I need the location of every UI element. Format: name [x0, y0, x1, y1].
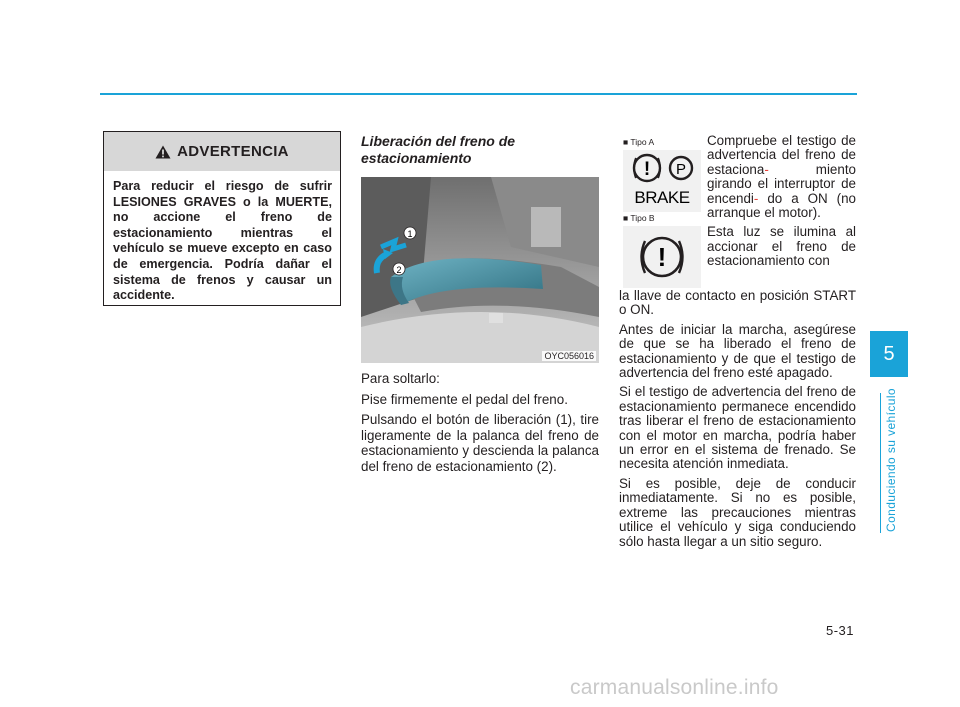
paragraph: Esta luz se ilumina al accionar el freno de estacionamiento con	[707, 224, 856, 269]
parking-brake-illustration	[361, 177, 599, 363]
callout-1: 1	[407, 229, 413, 239]
brake-warning-icon	[623, 226, 701, 288]
photo-code: OYC056016	[544, 351, 594, 361]
watermark: carmanualsonline.info	[570, 676, 779, 699]
parking-brake-photo	[361, 177, 599, 363]
paragraph: Para soltarlo:	[361, 371, 440, 386]
text-run: Compruebe el testigo de advertencia del freno de estaciona	[707, 133, 856, 177]
warning-triangle-icon	[155, 145, 171, 159]
release-instructions	[361, 371, 599, 480]
brake-warning-lamp-type-b	[623, 226, 701, 288]
chapter-tab: 5	[870, 331, 908, 377]
brake-info-text	[619, 289, 856, 554]
brake-check-text	[707, 134, 856, 274]
p-glyph: P	[675, 161, 687, 178]
paragraph	[707, 134, 856, 220]
section-title: Liberación del freno de estacionamiento	[361, 133, 516, 166]
paragraph: Pise firmemente el pedal del freno.	[361, 391, 568, 407]
paragraph: la llave de contacto en posición START o ON.	[619, 288, 856, 318]
paragraph: Antes de iniciar la marcha, asegúrese de que se ha liberado el freno de estacionamiento y de que el testigo de advertencia del freno esté apagado.	[619, 321, 856, 381]
warning-title: ADVERTENCIA	[177, 143, 289, 160]
soft-hyphen: -	[753, 190, 759, 206]
tab-line	[880, 393, 881, 533]
callout-2: 2	[396, 265, 402, 275]
paragraph: Si es posible, deje de conducir inmediatamente. Si no es posible, extreme las precauciones mientras utilice el vehículo y siga conduciendo sólo hasta llegar a un sitio seguro.	[619, 475, 856, 549]
exclamation-glyph: !	[643, 159, 651, 180]
exclamation-glyph: !	[657, 242, 667, 272]
brake-p-icon	[623, 150, 701, 212]
text-run: do a ON (no arranque el motor).	[707, 190, 856, 221]
page-number: 5-31	[826, 623, 855, 638]
paragraph: Pulsando el botón de liberación (1), tire ligeramente de la palanca del freno de estacionamiento y descienda la palanca del freno de estacionamiento (2).	[361, 412, 599, 474]
chapter-label: Conduciendo su vehículo	[884, 388, 898, 532]
warning-header	[104, 132, 340, 171]
top-rule	[100, 93, 857, 95]
brake-warning-lamp-type-a	[623, 150, 701, 212]
text-run: miento girando el interruptor de encendi	[707, 161, 856, 206]
warning-box	[103, 131, 341, 306]
tipo-b-label: ■ Tipo B	[623, 213, 655, 223]
tipo-a-label: ■ Tipo A	[623, 137, 655, 147]
warning-body: Para reducir el riesgo de sufrir LESIONES GRAVES o la MUERTE, no accione el freno de estacionamiento mientras el vehículo se mueve excepto en caso de emergencia. Podría dañar el sistema de frenos y causar un accidente.	[113, 179, 332, 303]
brake-word: BRAKE	[634, 188, 690, 207]
paragraph: Si el testigo de advertencia del freno de estacionamiento permanece encendido tras liberar el freno de estacionamiento con el motor en marcha, podría haber un error en el sistema de frenado. Se necesita atención inmediata.	[619, 384, 856, 472]
soft-hyphen: -	[764, 161, 769, 177]
